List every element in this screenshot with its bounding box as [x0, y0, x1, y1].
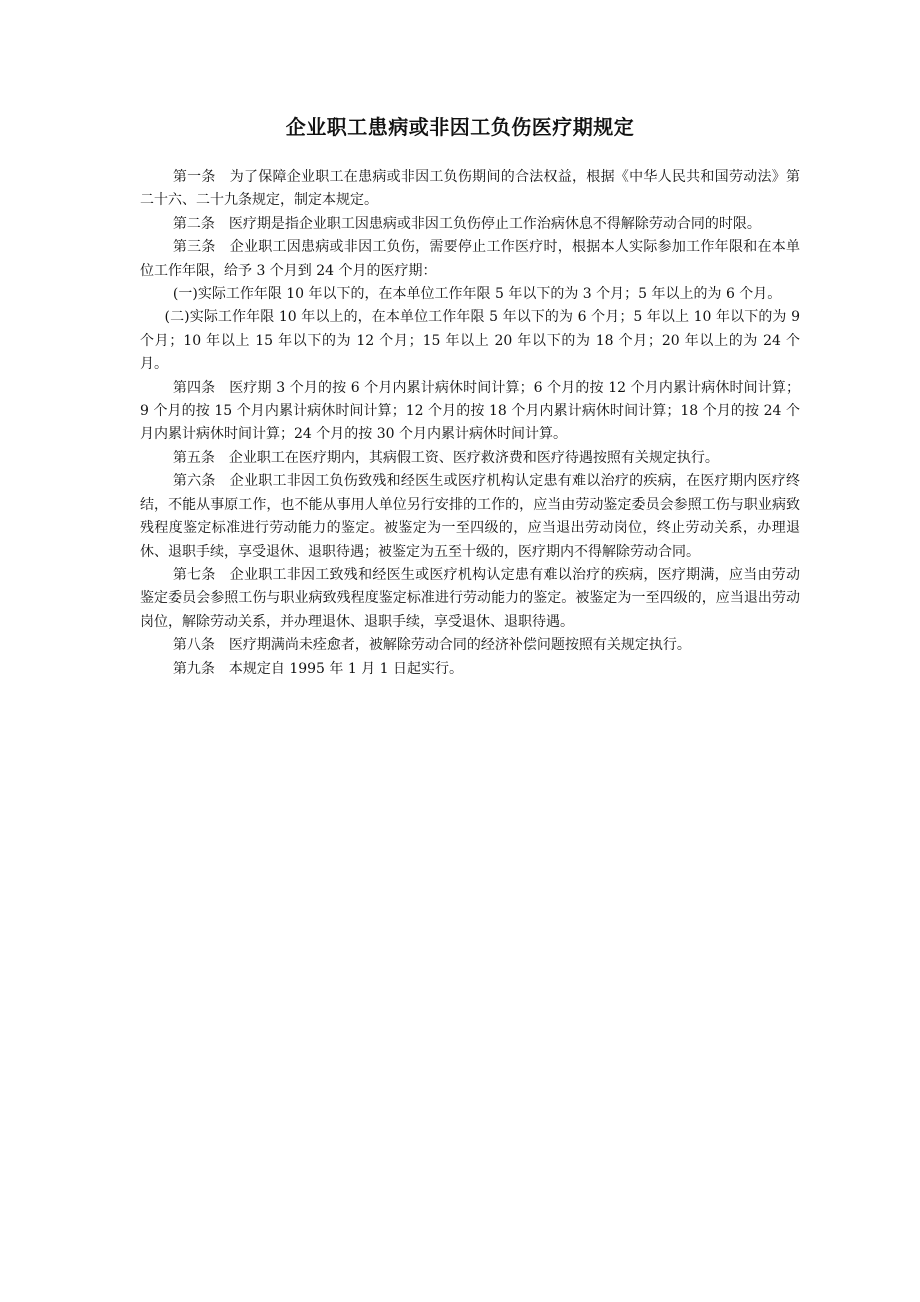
article-1: [140, 166, 800, 213]
article-text: 为了保障企业职工在患病或非因工负伤期间的合法权益，根据《中华人民共和国劳动法》第二十六、二十九条规定，制定本规定。: [140, 169, 801, 209]
article-text: 医疗期是指企业职工因患病或非因工负伤停止工作治病休息不得解除劳动合同的时限。: [228, 215, 761, 232]
article-8: [140, 634, 800, 657]
article-text: 企业职工非因工致残和经医生或医疗机构认定患有难以治疗的疾病，医疗期满，应当由劳动鉴定委员会参照工伤与职业病致残程度鉴定标准进行劳动能力的鉴定。被鉴定为一至四级的，应当退出劳动岗位，解除劳动关系，并办理退休、退职手续，享受退休、退职待遇。: [140, 566, 801, 630]
article-6: [140, 470, 800, 564]
article-number: 第二条: [172, 215, 215, 232]
article-9: [140, 658, 800, 681]
article-text: 企业职工非因工负伤致残和经医生或医疗机构认定患有难以治疗的疾病，在医疗期内医疗终结，不能从事原工作，也不能从事用人单位另行安排的工作的，应当由劳动鉴定委员会参照工伤与职业病致残程度鉴定标准进行劳动能力的鉴定。被鉴定为一至四级的，应当退出劳动岗位，终止劳动关系，办理退休、退职手续，享受退休、退职待遇；被鉴定为五至十级的，医疗期内不得解除劳动合同。: [140, 473, 801, 560]
article-number: 第三条: [172, 239, 216, 256]
article-number: 第四条: [172, 379, 216, 396]
article-text: 企业职工因患病或非因工负伤，需要停止工作医疗时，根据本人实际参加工作年限和在本单位工作年限，给予 3 个月到 24 个月的医疗期：: [140, 239, 801, 279]
article-number: 第五条: [172, 449, 215, 466]
document-title: 企业职工患病或非因工负伤医疗期规定: [285, 115, 635, 139]
article-text: 医疗期满尚未痊愈者，被解除劳动合同的经济补偿问题按照有关规定执行。: [228, 637, 691, 654]
article-text: 企业职工在医疗期内，其病假工资、医疗救济费和医疗待遇按照有关规定执行。: [228, 449, 719, 466]
article-text: 本规定自 1995 年 1 月 1 日起实行。: [228, 660, 464, 677]
article-5: [140, 447, 800, 470]
article-number: 第六条: [172, 473, 216, 490]
article-3: [140, 236, 800, 283]
article-3-item-1: [140, 283, 800, 306]
item-text: (一)实际工作年限 10 年以下的，在本单位工作年限 5 年以下的为 3 个月；5 年以上的为 6 个月。: [172, 286, 782, 303]
article-3-item-2: [140, 306, 800, 376]
article-number: 第一条: [172, 169, 216, 185]
article-number: 第八条: [172, 637, 215, 654]
item-text: (二)实际工作年限 10 年以上的，在本单位工作年限 5 年以下的为 6 个月；5 年以上 10 年以下的为 9 个月；10 年以上 15 年以下的为 12 个月；15 年以上 20 年以下的为 18 个月；20 年以上的为 24 个月。: [140, 309, 800, 373]
article-2: [140, 213, 800, 236]
article-4: [140, 377, 800, 447]
article-number: 第九条: [172, 660, 215, 677]
document-body: [140, 166, 800, 681]
article-text: 医疗期 3 个月的按 6 个月内累计病休时间计算；6 个月的按 12 个月内累计病休时间计算；9 个月的按 15 个月内累计病休时间计算；12 个月的按 18 个月内累计病休时间计算；18 个月的按 24 个月内累计病休时间计算；24 个月的按 30 个月内累计病休时间计算。: [140, 379, 801, 443]
article-7: [140, 564, 800, 634]
article-number: 第七条: [172, 566, 216, 583]
